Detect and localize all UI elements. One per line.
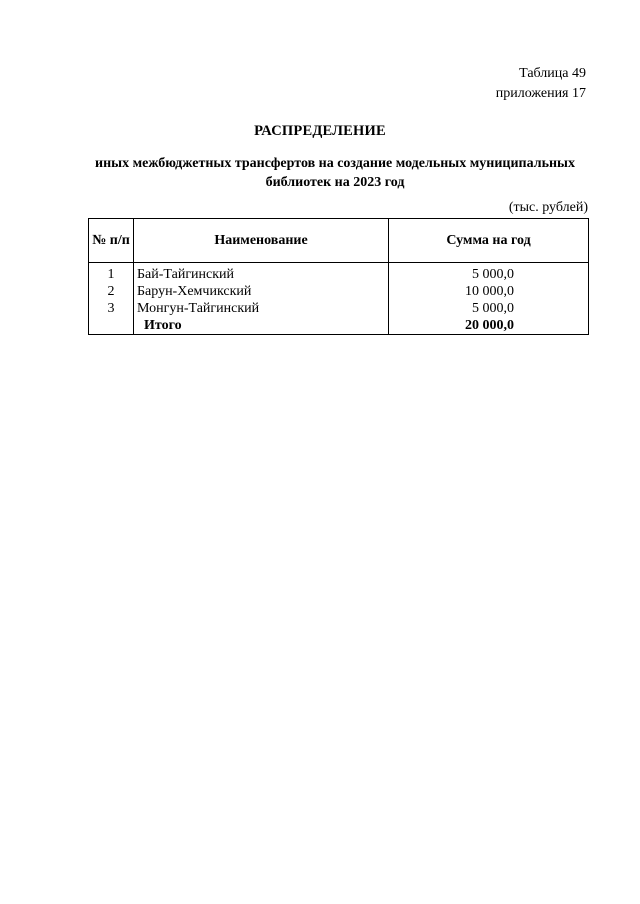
total-sum: 20 000,0 (389, 317, 589, 335)
table-row (89, 283, 589, 300)
row-sum: 10 000,0 (389, 283, 589, 300)
total-label: Итого (134, 317, 389, 335)
column-header-name: Наименование (134, 219, 389, 263)
table-row (89, 300, 589, 317)
document-subtitle (80, 154, 590, 192)
distribution-table (88, 218, 589, 335)
row-number: 1 (89, 263, 134, 284)
column-header-number: № п/п (89, 219, 134, 263)
subtitle-line-1: иных межбюджетных трансфертов на создание модельных муниципальных (95, 156, 575, 171)
row-name: Монгун-Тайгинский (134, 300, 389, 317)
total-number-cell (89, 317, 134, 335)
appendix-number: приложения 17 (495, 86, 586, 101)
row-name: Барун-Хемчикский (134, 283, 389, 300)
column-header-sum: Сумма на год (389, 219, 589, 263)
total-row (89, 317, 589, 335)
document-title: РАСПРЕДЕЛЕНИЕ (254, 123, 386, 139)
row-number: 3 (89, 300, 134, 317)
row-sum: 5 000,0 (389, 300, 589, 317)
row-number: 2 (89, 283, 134, 300)
row-sum: 5 000,0 (389, 263, 589, 284)
units-label: (тыс. рублей) (508, 200, 588, 215)
table-reference (496, 64, 586, 104)
table-row (89, 263, 589, 284)
row-name: Бай-Тайгинский (134, 263, 389, 284)
table-number: Таблица 49 (519, 66, 586, 81)
table-header-row (89, 219, 589, 263)
subtitle-line-2: библиотек на 2023 год (265, 175, 405, 190)
